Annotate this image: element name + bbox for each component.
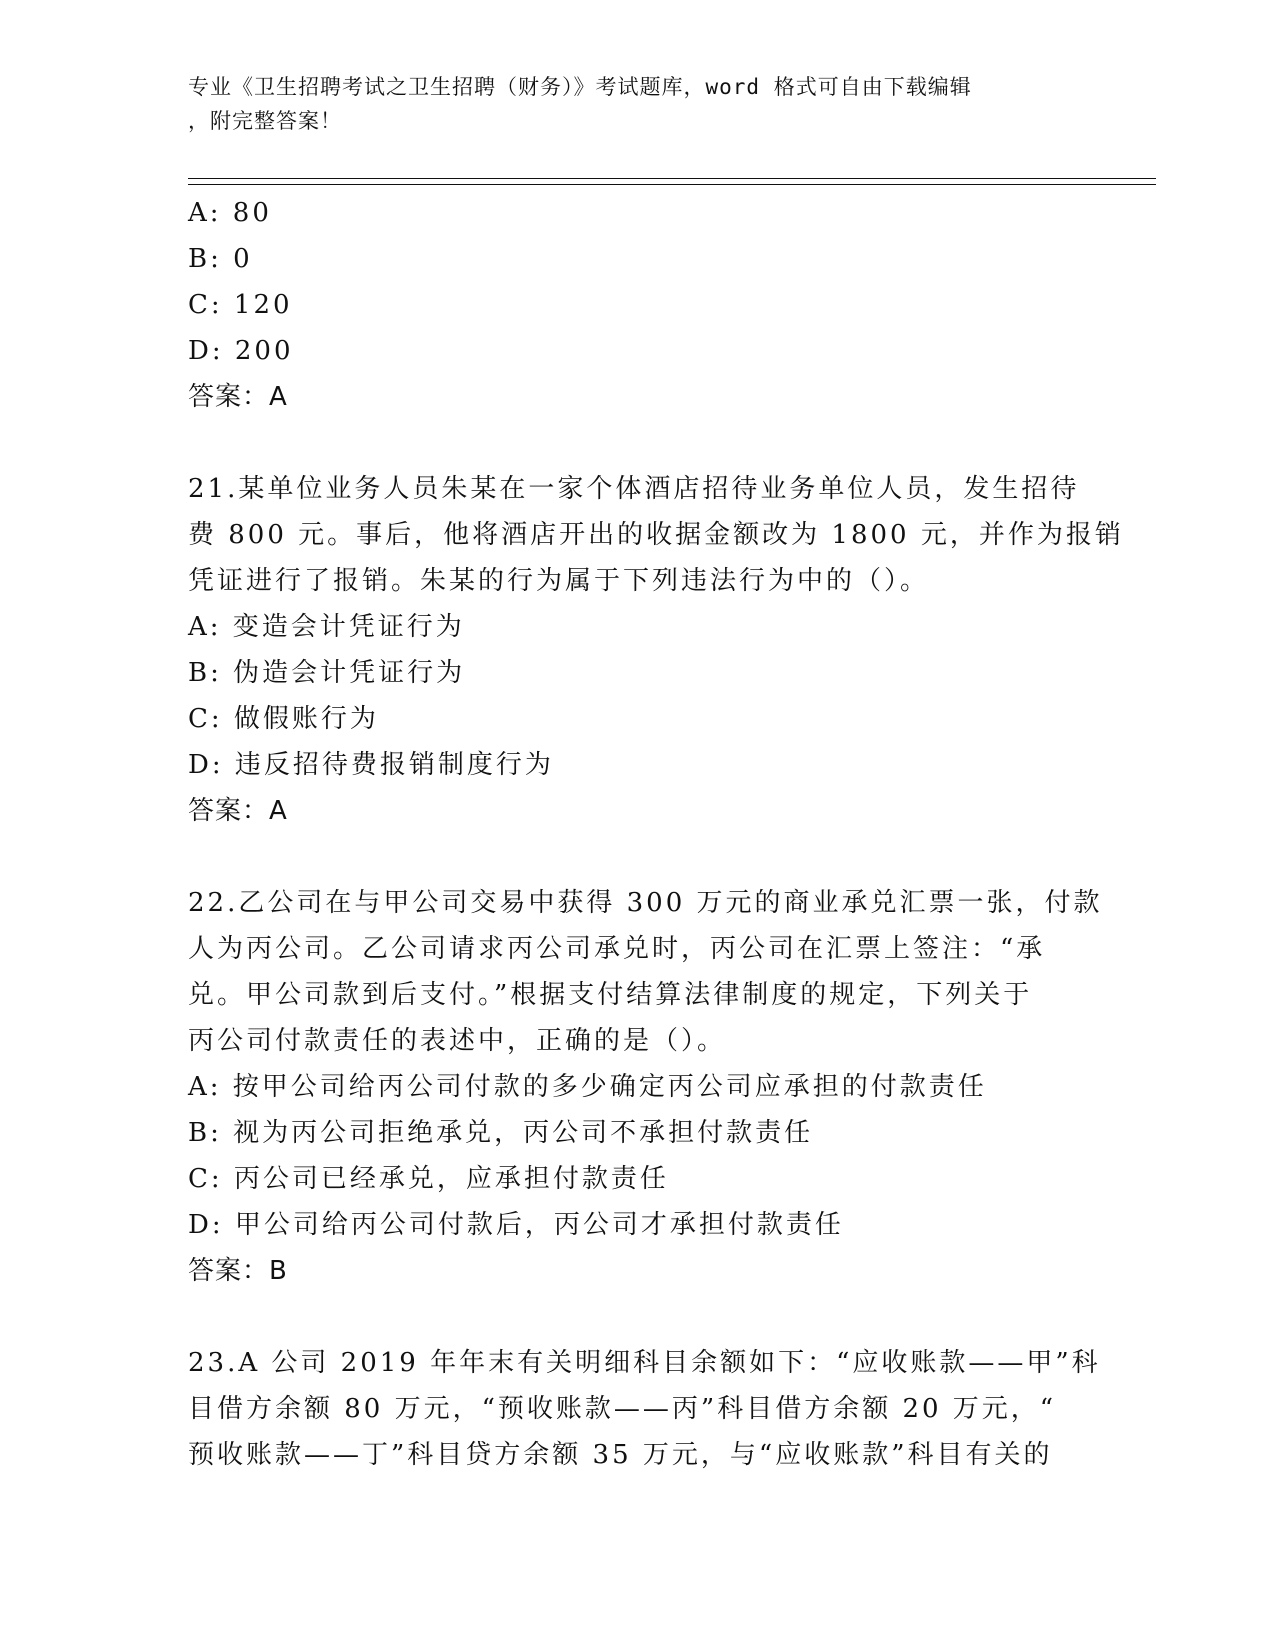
question-stem-line: 目借方余额 80 万元，“预收账款——丙”科目借方余额 20 万元，“	[188, 1394, 1057, 1424]
document-header	[188, 70, 1088, 138]
answer-line: 答案：B	[188, 1256, 288, 1286]
option-d: D: 200	[188, 336, 294, 366]
option-b: B: 0	[188, 244, 253, 274]
question-22	[188, 880, 1103, 1294]
question-stem-line: 凭证进行了报销。朱某的行为属于下列违法行为中的（）。	[188, 566, 930, 596]
question-21	[188, 466, 1124, 834]
header-line-2: ，附完整答案！	[188, 109, 342, 133]
option-a: A: 变造会计凭证行为	[188, 612, 465, 642]
option-a: A: 按甲公司给丙公司付款的多少确定丙公司应承担的付款责任	[188, 1072, 987, 1102]
document-body	[188, 190, 1124, 1478]
question-stem-line: 23.A 公司 2019 年年末有关明细科目余额如下：“应收账款——甲”科	[188, 1348, 1101, 1378]
question-stem-line: 费 800 元。事后，他将酒店开出的收据金额改为 1800 元，并作为报销	[188, 520, 1124, 550]
question-stem-line: 21.某单位业务人员朱某在一家个体酒店招待业务单位人员，发生招待	[188, 474, 1080, 504]
option-c: C: 丙公司已经承兑，应承担付款责任	[188, 1164, 669, 1194]
question-20-tail	[188, 190, 1088, 420]
option-d: D: 甲公司给丙公司付款后，丙公司才承担付款责任	[188, 1210, 844, 1240]
option-a: A: 80	[188, 198, 272, 228]
option-b: B: 伪造会计凭证行为	[188, 658, 466, 688]
question-stem-line: 22.乙公司在与甲公司交易中获得 300 万元的商业承兑汇票一张，付款	[188, 888, 1103, 918]
header-rule-top	[188, 178, 1156, 179]
option-d: D: 违反招待费报销制度行为	[188, 750, 554, 780]
question-stem-line: 兑。甲公司款到后支付。”根据支付结算法律制度的规定，下列关于	[188, 980, 1033, 1010]
answer-line: 答案：A	[188, 382, 288, 412]
answer-line: 答案：A	[188, 796, 288, 826]
question-stem-line: 丙公司付款责任的表述中，正确的是（）。	[188, 1026, 727, 1056]
question-stem-line: 人为丙公司。乙公司请求丙公司承兑时，丙公司在汇票上签注：“承	[188, 934, 1046, 964]
header-rule-bottom	[188, 184, 1156, 185]
header-line-1: 专业《卫生招聘考试之卫生招聘（财务）》考试题库，word 格式可自由下载编辑	[188, 75, 972, 99]
option-c: C: 做假账行为	[188, 704, 379, 734]
question-23	[188, 1340, 1101, 1478]
question-stem-line: 预收账款——丁”科目贷方余额 35 万元，与“应收账款”科目有关的	[188, 1440, 1053, 1470]
option-c: C: 120	[188, 290, 293, 320]
option-b: B: 视为丙公司拒绝承兑，丙公司不承担付款责任	[188, 1118, 814, 1148]
